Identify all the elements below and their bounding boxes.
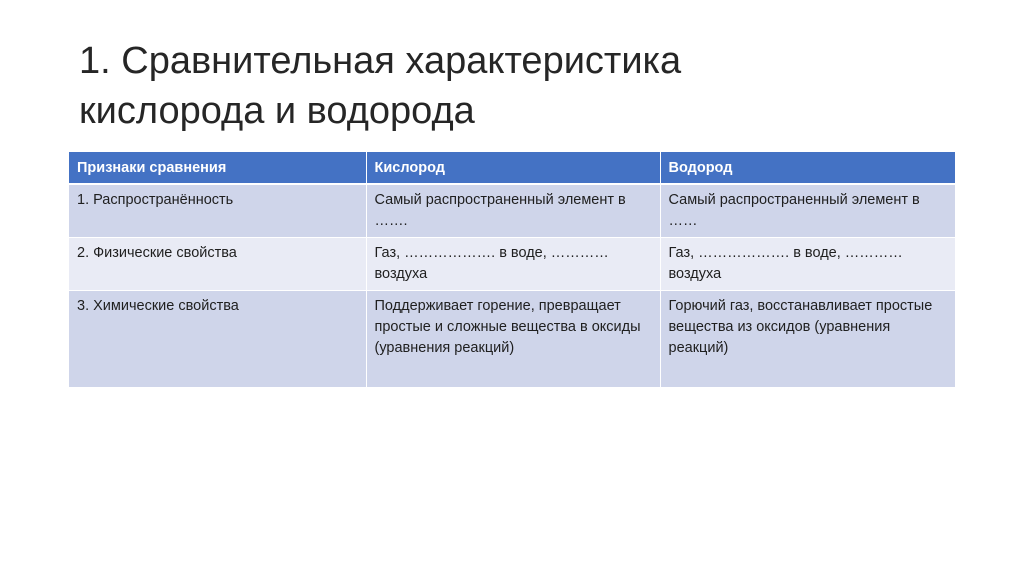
- table-cell-hydrogen: Горючий газ, восстанавливает простые вещества из оксидов (уравнения реакций): [660, 291, 955, 388]
- table-cell-criteria: 3. Химические свойства: [69, 291, 366, 388]
- table-row: [69, 238, 955, 291]
- column-header-oxygen: Кислород: [366, 152, 660, 184]
- table-row: [69, 291, 955, 388]
- table-cell-oxygen: Газ, ………………. в воде, ………… воздуха: [366, 238, 660, 291]
- slide-title-line-1: 1. Сравнительная характеристика: [79, 40, 682, 82]
- table-cell-hydrogen: Самый распространенный элемент в ……: [660, 184, 955, 238]
- table-cell-hydrogen: Газ, ………………. в воде, ………… воздуха: [660, 238, 955, 291]
- slide-title: [79, 36, 959, 136]
- slide-title-line-2: кислорода и водорода: [79, 90, 475, 132]
- table-cell-criteria: 1. Распространённость: [69, 184, 366, 238]
- table-cell-oxygen: Самый распространенный элемент в …….: [366, 184, 660, 238]
- comparison-table: [69, 152, 955, 388]
- column-header-criteria: Признаки сравнения: [69, 152, 366, 184]
- table-header-row: [69, 152, 955, 184]
- table-row: [69, 184, 955, 238]
- table-cell-criteria: 2. Физические свойства: [69, 238, 366, 291]
- column-header-hydrogen: Водород: [660, 152, 955, 184]
- table-cell-oxygen: Поддерживает горение, превращает простые и сложные вещества в оксиды (уравнения реакций): [366, 291, 660, 388]
